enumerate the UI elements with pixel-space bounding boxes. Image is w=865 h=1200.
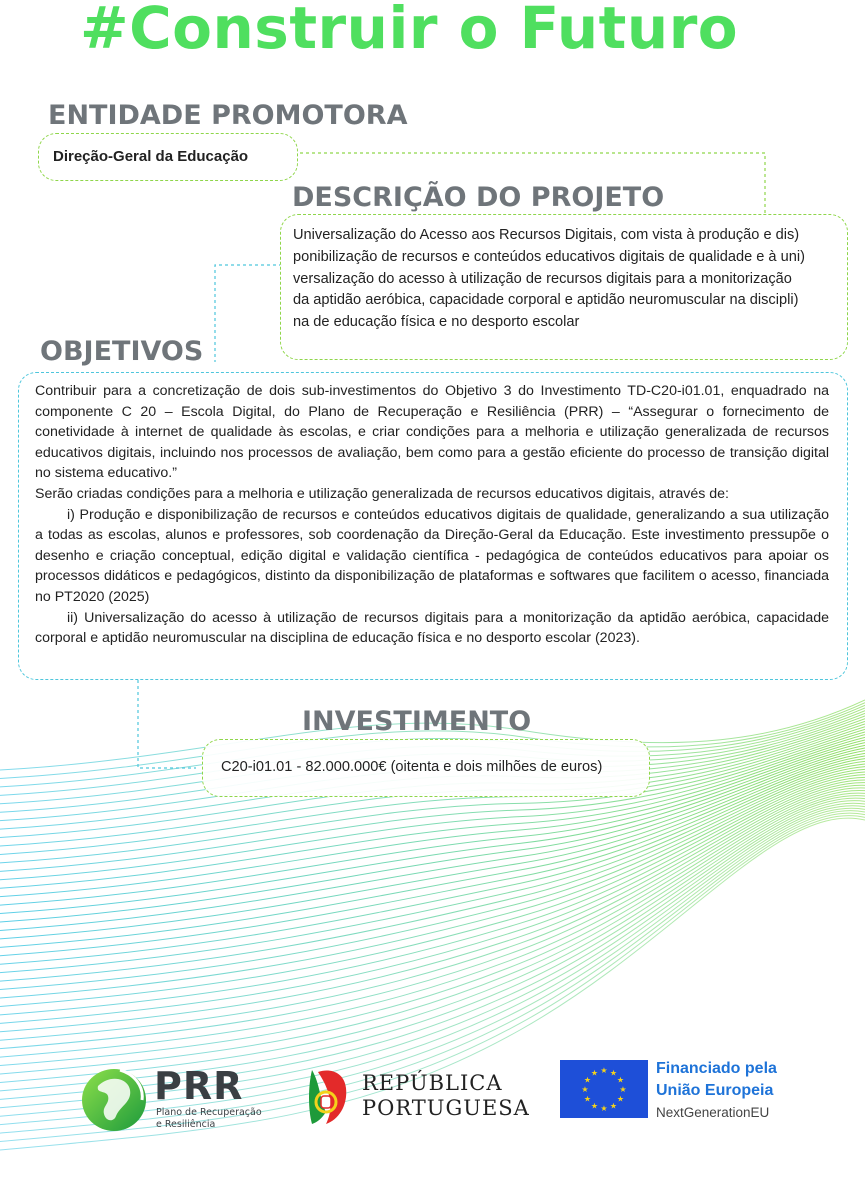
descricao-line: na de educação física e no desporto escolar [293,314,580,331]
prr-title: PRR [154,1064,244,1108]
descricao-line: da aptidão aeróbica, capacidade corporal e aptidão neuromuscular na discipli) [293,292,799,309]
eu-star-icon: ★ [619,1085,627,1094]
portugal-flag-emblem-icon [304,1066,350,1128]
objetivos-text [35,381,829,649]
republica-line-1: REPÚBLICA [362,1071,503,1095]
page-title: #Construir o Futuro [80,0,739,62]
objetivos-paragraph: Serão criadas condições para a melhoria e utilização generalizada de recursos educativos digitais, através de: [35,485,730,502]
entidade-value: Direção-Geral da Educação [53,148,249,165]
prr-logo [80,1064,280,1134]
prr-subtitle-1: Plano de Recuperação [156,1107,262,1118]
descricao-line: versalização do acesso à utilização de recursos digitais para a monitorização [293,270,792,287]
eu-star-icon: ★ [581,1085,589,1094]
entidade-box [38,133,298,181]
eu-star-icon: ★ [600,1066,608,1075]
entidade-heading: ENTIDADE PROMOTORA [48,100,408,131]
investimento-box [202,739,650,797]
eu-star-icon: ★ [616,1094,625,1104]
descricao-box [280,214,848,360]
eu-star-icon: ★ [590,1101,599,1111]
eu-star-icon: ★ [609,1068,618,1078]
objetivos-box [18,372,848,680]
objetivos-item: i) Produção e disponibilização de recursos e conteúdos educativos digitais de qualidade, generalizando a sua utilização a todas as escolas, alunos e professores, sob coordenação da Direção-Geral da Educação. Este investimento pressupõe o desenho e criação conceptual, edição digital e validação científica - pedagógica de conteúdos educativos para apoiar os processos didáticos e pedagógicos, distinto da disponibilização de plataformas e softwares que facilitem o acesso, financiada no PT2020 (2025) [35,506,829,605]
eu-star-icon: ★ [616,1075,625,1085]
republica-line-2: PORTUGUESA [362,1096,530,1120]
eu-logo [560,1060,820,1122]
eu-star-icon: ★ [590,1068,599,1078]
eu-flag-icon [560,1060,648,1118]
descricao-line: ponibilização de recursos e conteúdos educativos digitais de qualidade e à uni) [293,248,805,265]
eu-star-icon: ★ [600,1104,608,1113]
objetivos-paragraph: Contribuir para a concretização de dois sub-investimentos do Objetivo 3 do Investimento TD-C20-i01.01, enquadrado na componente C 20 – Escola Digital, do Plano de Recuperação e Resiliência (PRR) – “Assegurar o fornecimento de conetividade à internet de qualidade às escolas, e criar condições para a melhoria e utilização generalizada de recursos educativos digitais, incluindo nos processos de avaliação, bem como para a gestão eficiente do processo de transição digital no sistema educativo.” [35,383,829,482]
prr-emblem-icon [80,1064,150,1134]
objetivos-item: ii) Universalização do acesso à utilização de recursos digitais para a monitorização da aptidão aeróbica, capacidade corporal e aptidão neuromuscular na disciplina de educação física e no desporto escolar (2023). [35,609,829,647]
eu-line-2: União Europeia [656,1082,774,1099]
eu-star-icon: ★ [583,1094,592,1104]
eu-star-icon: ★ [583,1075,592,1085]
investimento-heading: INVESTIMENTO [302,706,532,737]
republica-logo [304,1066,534,1130]
prr-subtitle-2: e Resiliência [156,1119,216,1130]
descricao-line: Universalização do Acesso aos Recursos Digitais, com vista à produção e dis) [293,227,800,243]
eu-line-3: NextGenerationEU [656,1105,770,1120]
eu-star-icon: ★ [609,1101,618,1111]
investimento-value: C20-i01.01 - 82.000.000€ (oitenta e dois milhões de euros) [221,759,603,775]
objetivos-heading: OBJETIVOS [40,336,204,367]
eu-line-1: Financiado pela [656,1060,777,1077]
descricao-text [293,225,843,334]
descricao-heading: DESCRIÇÃO DO PROJETO [292,182,665,213]
